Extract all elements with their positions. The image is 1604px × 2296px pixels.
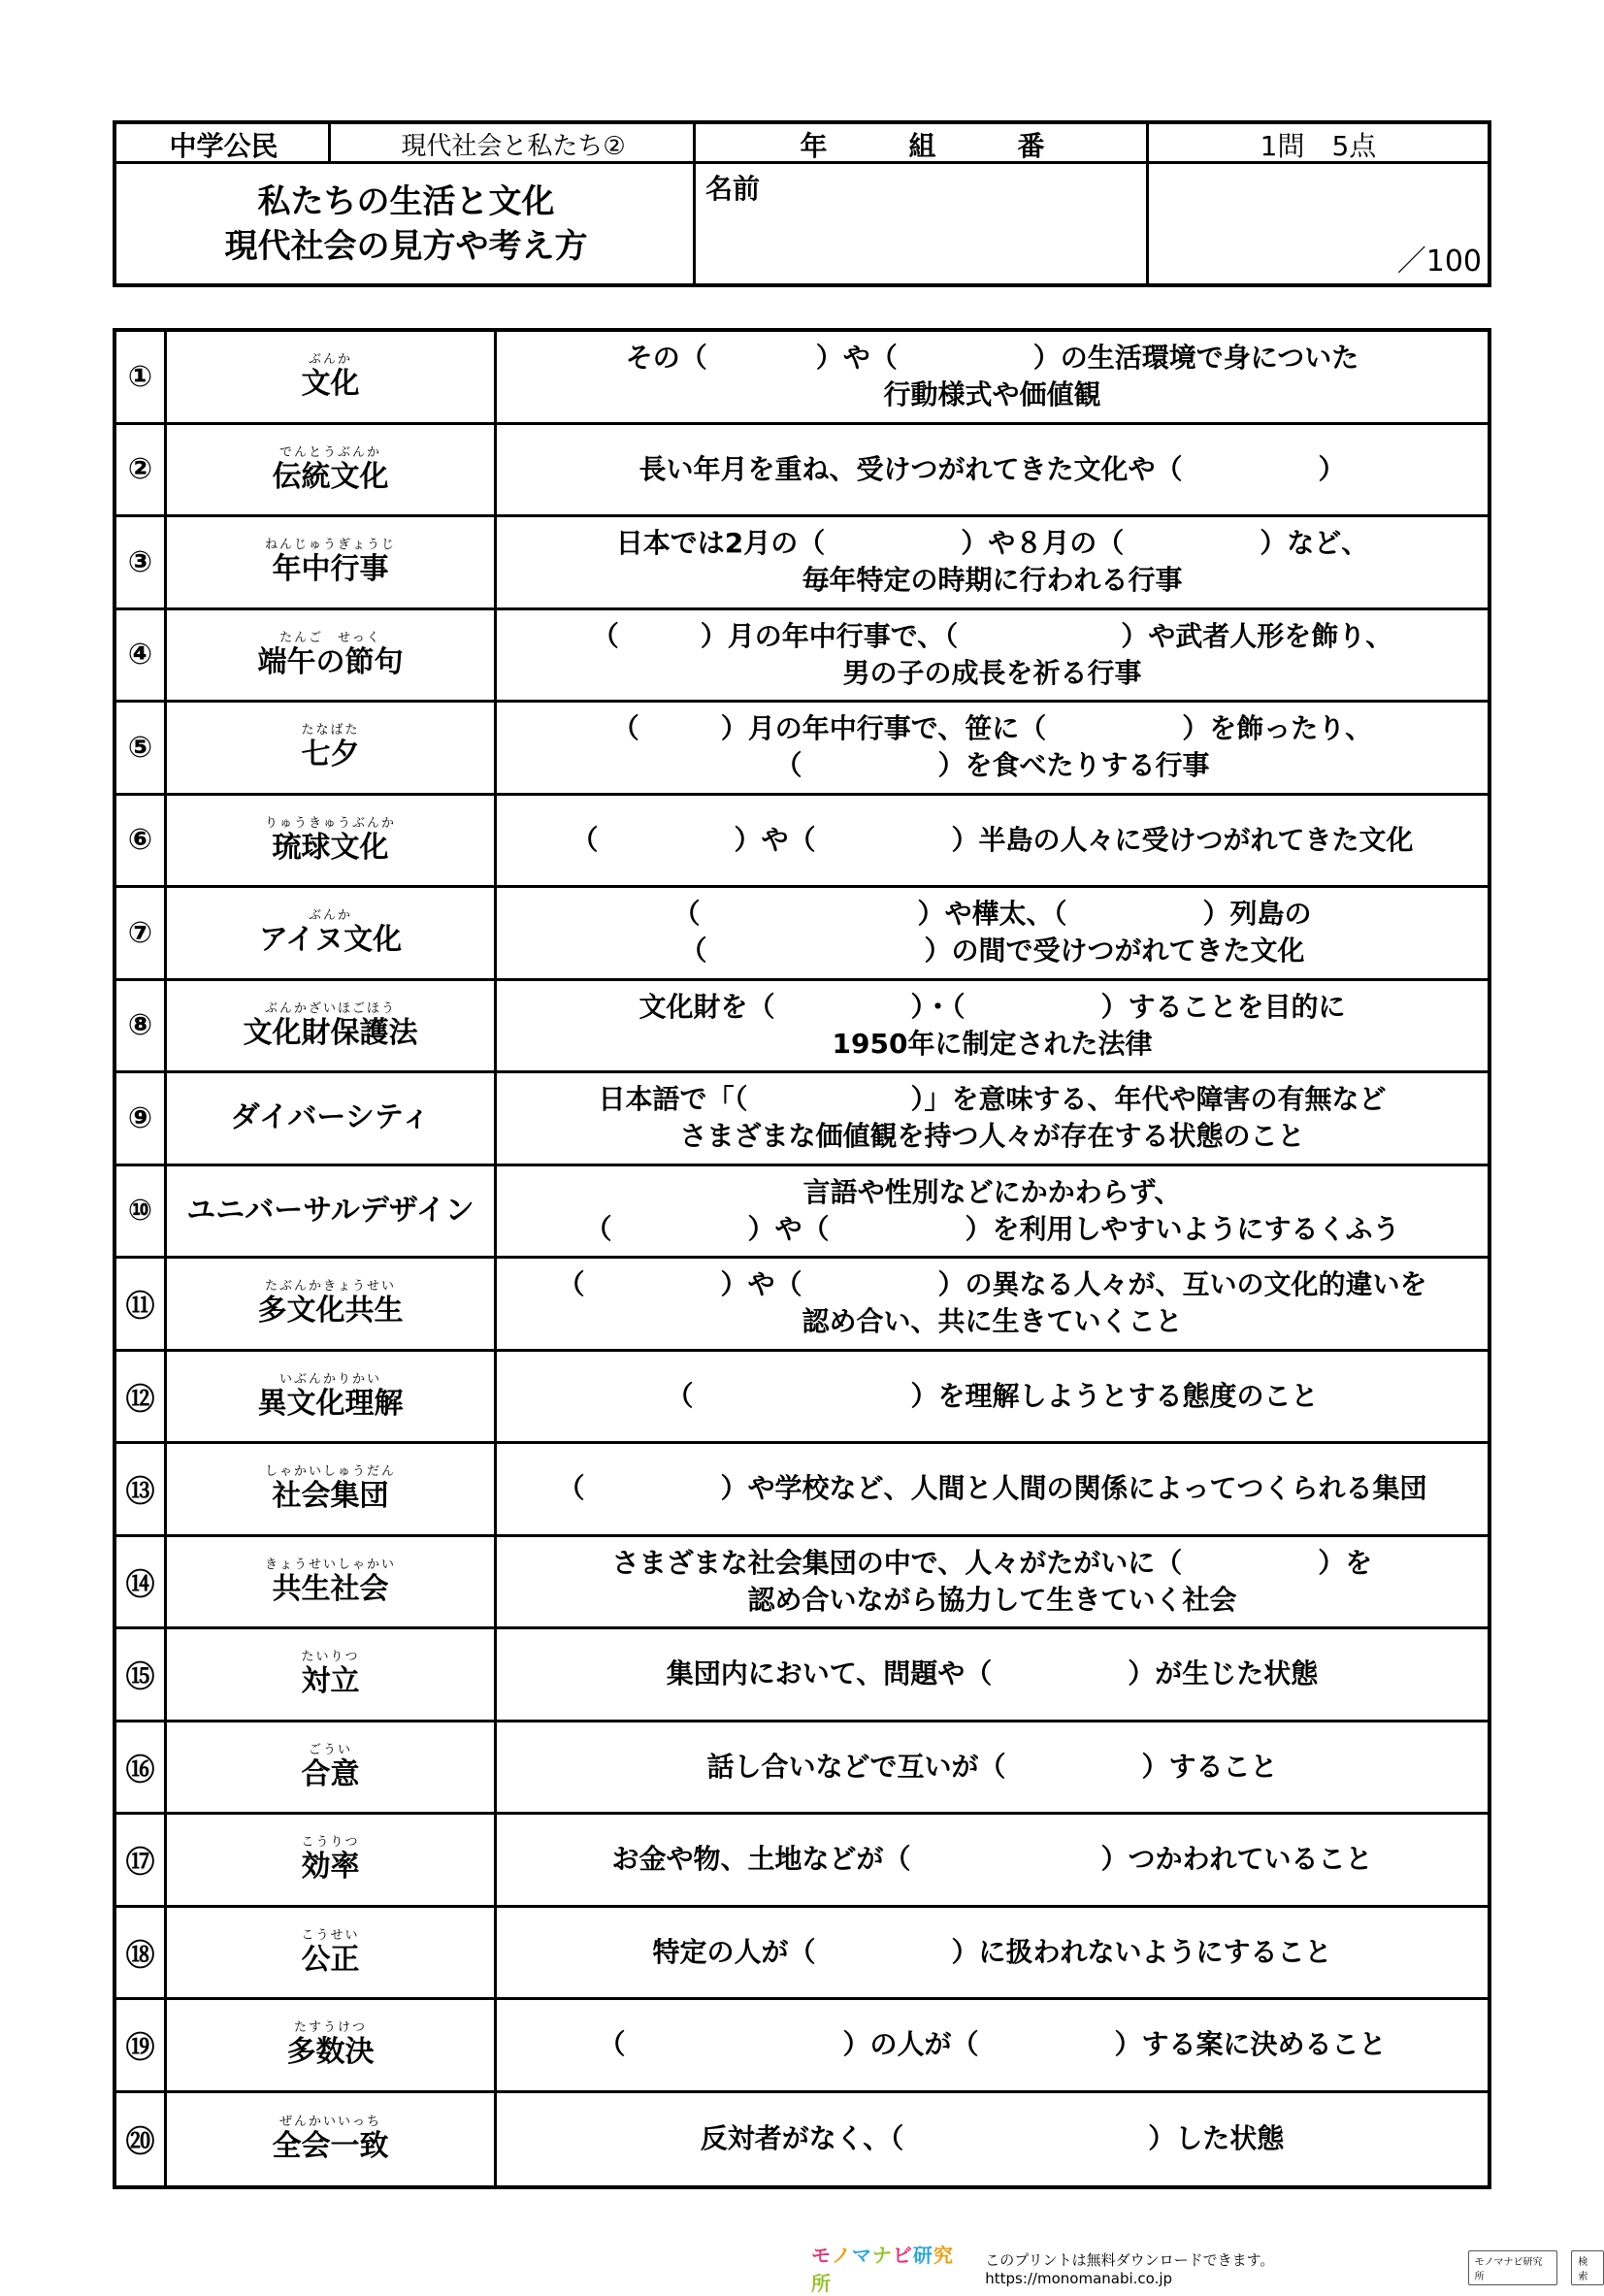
term-word: 伝統文化 xyxy=(272,459,389,494)
definition-line: 反対者がなく、（ ）した状態 xyxy=(700,2122,1285,2155)
term-furigana: ぶんか xyxy=(308,908,352,924)
question-row xyxy=(116,1444,1488,1537)
question-number: ② xyxy=(116,425,167,515)
definition-cell[interactable] xyxy=(497,2093,1488,2186)
definition-cell[interactable] xyxy=(497,2000,1488,2090)
term-furigana: ねんじゅうぎょうじ xyxy=(264,538,396,553)
term-furigana: しゃかいしゅうだん xyxy=(264,1464,396,1480)
question-row xyxy=(116,1352,1488,1445)
term-word: 多文化共生 xyxy=(257,1294,404,1328)
term-cell xyxy=(167,1908,497,1998)
term-cell xyxy=(167,1444,497,1534)
question-row xyxy=(116,1073,1488,1166)
definition-line: （ ）や（ ）を利用しやすいようにするくふう xyxy=(584,1212,1400,1245)
definition-cell[interactable] xyxy=(497,332,1488,422)
question-number: ⑯ xyxy=(116,1722,167,1813)
question-number: ⑱ xyxy=(116,1908,167,1998)
definition-line: 男の子の成長を祈る行事 xyxy=(842,656,1142,689)
question-number: ⑮ xyxy=(116,1629,167,1720)
worksheet-title xyxy=(116,164,696,283)
term-furigana: きょうせいしゃかい xyxy=(264,1557,396,1572)
term-cell xyxy=(167,1073,497,1164)
question-number: ⑥ xyxy=(116,796,167,886)
definition-line: （ ）月の年中行事で、（ ）や武者人形を飾り、 xyxy=(591,619,1393,652)
question-number: ⑦ xyxy=(116,888,167,978)
definition-line: （ ）を食べたりする行事 xyxy=(774,749,1210,782)
term-cell xyxy=(167,1537,497,1627)
definition-line: 行動様式や価値観 xyxy=(883,378,1101,411)
worksheet-header xyxy=(113,120,1491,287)
term-word: 端午の節句 xyxy=(257,644,404,679)
question-number: ④ xyxy=(116,610,167,701)
question-number: ⑫ xyxy=(116,1352,167,1442)
footer xyxy=(811,2240,1604,2296)
term-cell xyxy=(167,1815,497,1905)
term-word: 文化 xyxy=(301,367,360,402)
definition-cell[interactable] xyxy=(497,981,1488,1071)
term-furigana: たなばた xyxy=(301,723,360,738)
question-number: ① xyxy=(116,332,167,422)
definition-cell[interactable] xyxy=(497,1259,1488,1349)
term-word: ダイバーシティ xyxy=(230,1100,431,1135)
definition-line: 文化財を（ ）・（ ）することを目的に xyxy=(638,990,1346,1023)
footer-badge-search[interactable]: 検索 xyxy=(1571,2250,1604,2285)
term-word: 公正 xyxy=(301,1942,360,1977)
definition-line: 認め合い、共に生きていくこと xyxy=(802,1305,1183,1338)
question-row xyxy=(116,1259,1488,1352)
subject-label: 中学公民 xyxy=(169,129,278,162)
title-line-1: 私たちの生活と文化 xyxy=(257,181,555,221)
term-word: 文化財保護法 xyxy=(243,1015,418,1050)
question-number: ⑳ xyxy=(116,2093,167,2186)
definition-cell[interactable] xyxy=(497,1444,1488,1534)
question-row xyxy=(116,1537,1488,1630)
term-word: 異文化理解 xyxy=(257,1386,404,1421)
question-number: ⑬ xyxy=(116,1444,167,1534)
definition-line: （ ）を理解しようとする態度のこと xyxy=(666,1379,1319,1412)
term-furigana: たすうけつ xyxy=(293,2020,367,2036)
term-cell xyxy=(167,1166,497,1257)
definition-cell[interactable] xyxy=(497,610,1488,701)
definition-line: さまざまな社会集団の中で、人々がたがいに（ ）を xyxy=(611,1546,1373,1579)
term-furigana: たいりつ xyxy=(301,1650,360,1665)
term-word: 対立 xyxy=(301,1664,360,1699)
term-word: アイヌ文化 xyxy=(258,923,403,958)
term-word: 合意 xyxy=(301,1756,360,1791)
question-row xyxy=(116,1166,1488,1260)
definition-cell[interactable] xyxy=(497,517,1488,607)
term-cell xyxy=(167,1352,497,1442)
term-word: 年中行事 xyxy=(272,552,389,587)
footer-badge-site[interactable]: モノマナビ研究所 xyxy=(1468,2250,1558,2285)
term-cell xyxy=(167,610,497,701)
term-word: ユニバーサルデザイン xyxy=(186,1193,475,1228)
definition-cell[interactable] xyxy=(497,796,1488,886)
term-word: 七夕 xyxy=(301,738,360,772)
definition-cell[interactable] xyxy=(497,1722,1488,1813)
definition-cell[interactable] xyxy=(497,1629,1488,1720)
definition-line: 日本では2月の（ ）や８月の（ ）など、 xyxy=(615,527,1369,560)
term-cell xyxy=(167,1259,497,1349)
term-furigana: ぶんかざいほごほう xyxy=(264,1000,396,1016)
definition-line: 長い年月を重ね、受けつがれてきた文化や（ ） xyxy=(638,452,1346,485)
definition-line: 言語や性別などにかかわらず、 xyxy=(802,1175,1182,1208)
question-row xyxy=(116,1629,1488,1722)
question-number: ⑤ xyxy=(116,703,167,793)
term-furigana: たんご せっく xyxy=(279,630,381,645)
definition-line: 毎年特定の時期に行われる行事 xyxy=(802,564,1183,597)
name-field[interactable] xyxy=(696,164,1149,283)
term-cell xyxy=(167,2093,497,2186)
term-cell xyxy=(167,888,497,978)
definition-line: さまざまな価値観を持つ人々が存在する状態のこと xyxy=(679,1120,1305,1153)
term-cell xyxy=(167,1629,497,1720)
name-label: 名前 xyxy=(705,173,761,205)
term-cell xyxy=(167,517,497,607)
question-number: ③ xyxy=(116,517,167,607)
term-word: 社会集団 xyxy=(272,1479,389,1514)
definition-cell[interactable] xyxy=(497,1537,1488,1627)
definition-cell[interactable] xyxy=(497,1352,1488,1442)
question-number: ⑪ xyxy=(116,1259,167,1349)
term-cell xyxy=(167,332,497,422)
question-number: ⑨ xyxy=(116,1073,167,1164)
definition-line: （ ）や学校など、人間と人間の関係によってつくられる集団 xyxy=(557,1472,1427,1505)
question-row xyxy=(116,517,1488,610)
definition-line: （ ）や樺太、（ ）列島の xyxy=(672,898,1312,931)
term-furigana: ぶんか xyxy=(308,352,352,368)
definition-line: 認め合いながら協力して生きていく社会 xyxy=(747,1583,1237,1616)
term-furigana: いぶんかりかい xyxy=(278,1371,381,1387)
question-table xyxy=(113,328,1491,2189)
score-total: ／100 xyxy=(1396,245,1482,279)
definition-line: 1950年に制定された法律 xyxy=(832,1027,1153,1060)
question-row xyxy=(116,2000,1488,2093)
definition-line: お金や物、土地などが（ ）つかわれていること xyxy=(611,1843,1373,1876)
term-word: 全会一致 xyxy=(272,2129,389,2164)
term-furigana: りゅうきゅうぶんか xyxy=(264,815,396,831)
footer-note: このプリントは無料ダウンロードできます。https://monomanabi.co.jp xyxy=(985,2250,1275,2287)
question-row xyxy=(116,332,1488,425)
footer-logo: モノマナビ研究所 xyxy=(811,2244,954,2295)
definition-line: その（ ）や（ ）の生活環境で身についた xyxy=(625,342,1359,375)
question-number: ⑩ xyxy=(116,1166,167,1257)
definition-cell[interactable] xyxy=(497,1073,1488,1164)
points-label: 1問 5点 xyxy=(1260,129,1377,162)
definition-line: （ ）月の年中行事で、笹に（ ）を飾ったり、 xyxy=(611,712,1373,745)
question-number: ⑭ xyxy=(116,1537,167,1627)
question-row xyxy=(116,703,1488,796)
term-word: 共生社会 xyxy=(272,1571,389,1606)
definition-cell[interactable] xyxy=(497,425,1488,515)
term-cell xyxy=(167,1722,497,1813)
term-word: 効率 xyxy=(301,1850,360,1885)
question-row xyxy=(116,981,1488,1074)
question-row xyxy=(116,2093,1488,2186)
term-furigana: ぜんかいいっち xyxy=(278,2115,381,2130)
question-number: ⑧ xyxy=(116,981,167,1071)
definition-line: （ ）や（ ）の異なる人々が、互いの文化的違いを xyxy=(557,1268,1427,1301)
question-row xyxy=(116,610,1488,704)
definition-cell[interactable] xyxy=(497,1908,1488,1998)
definition-line: 特定の人が（ ）に扱われないようにすること xyxy=(652,1935,1332,1968)
definition-line: 集団内において、問題や（ ）が生じた状態 xyxy=(666,1657,1319,1690)
question-row xyxy=(116,796,1488,889)
question-row xyxy=(116,1722,1488,1816)
definition-cell[interactable] xyxy=(497,1166,1488,1257)
term-cell xyxy=(167,796,497,886)
definition-cell[interactable] xyxy=(497,703,1488,793)
term-furigana: こうせい xyxy=(301,1927,360,1943)
term-furigana: こうりつ xyxy=(301,1835,360,1851)
term-furigana: ごうい xyxy=(308,1742,352,1757)
definition-cell[interactable] xyxy=(497,888,1488,978)
definition-line: （ ）の人が（ ）する案に決めること xyxy=(598,2028,1387,2061)
definition-line: （ ）や（ ）半島の人々に受けつがれてきた文化 xyxy=(571,823,1414,856)
definition-cell[interactable] xyxy=(497,1815,1488,1905)
title-line-2: 現代社会の見方や考え方 xyxy=(224,226,588,266)
term-word: 多数決 xyxy=(286,2035,375,2070)
term-furigana: でんとうぶんか xyxy=(278,444,381,460)
term-cell xyxy=(167,2000,497,2090)
term-cell xyxy=(167,981,497,1071)
term-cell xyxy=(167,425,497,515)
term-word: 琉球文化 xyxy=(272,830,389,865)
definition-line: 話し合いなどで互いが（ ）すること xyxy=(706,1750,1278,1783)
term-furigana: たぶんかきょうせい xyxy=(264,1279,396,1295)
question-number: ⑲ xyxy=(116,2000,167,2090)
definition-line: 日本語で「（ ）」を意味する、年代や障害の有無など xyxy=(598,1083,1387,1116)
question-number: ⑰ xyxy=(116,1815,167,1905)
question-row xyxy=(116,1908,1488,2001)
definition-line: （ ）の間で受けつがれてきた文化 xyxy=(679,935,1305,968)
question-row xyxy=(116,1815,1488,1908)
score-field[interactable] xyxy=(1149,164,1488,283)
term-cell xyxy=(167,703,497,793)
class-fields: 年 組 番 xyxy=(800,129,1045,162)
unit-label: 現代社会と私たち② xyxy=(401,132,626,161)
question-row xyxy=(116,888,1488,981)
question-row xyxy=(116,425,1488,518)
